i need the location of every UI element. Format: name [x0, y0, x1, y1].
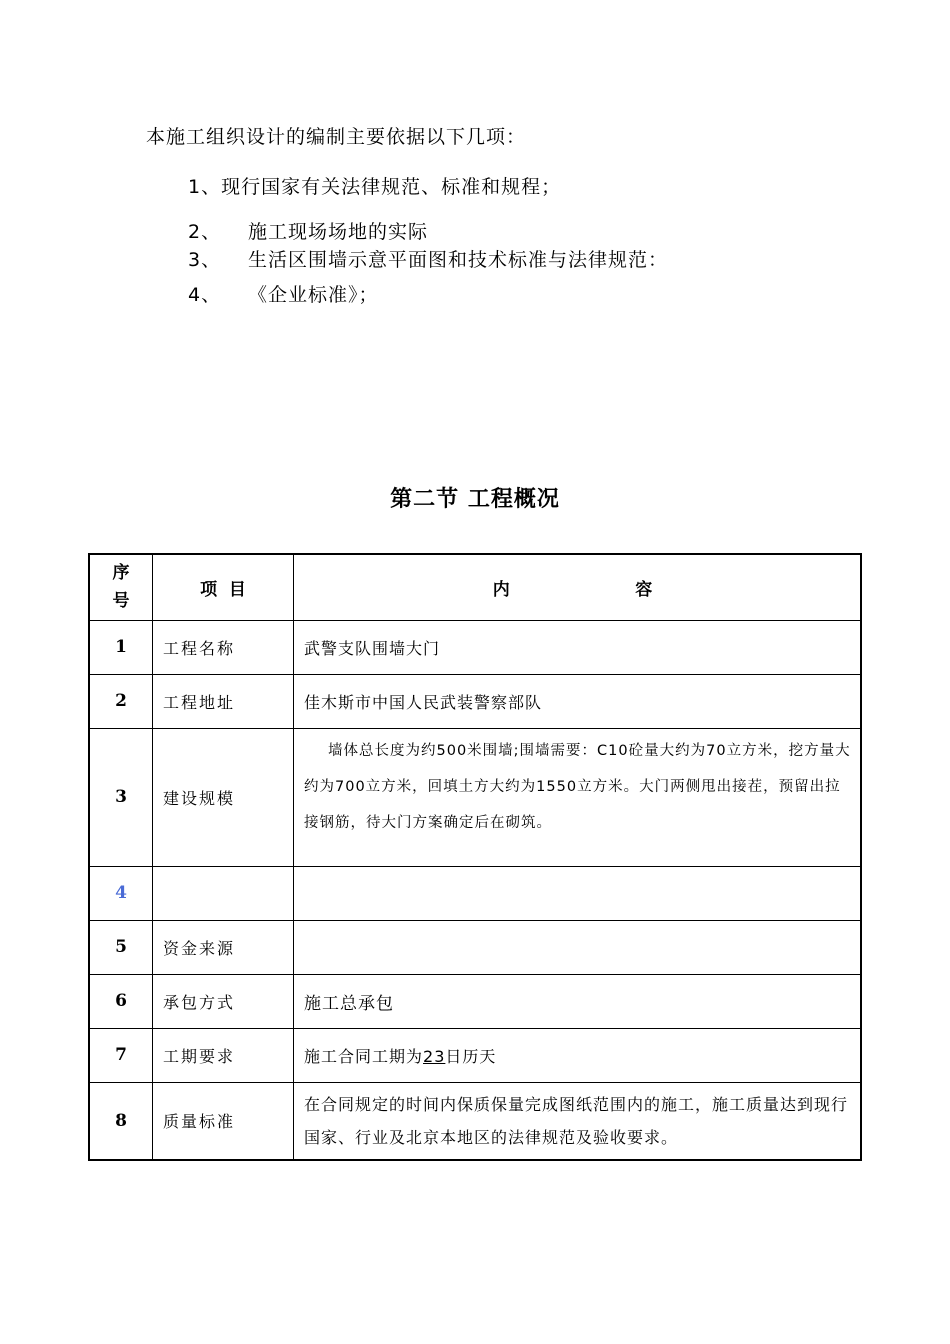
basis-item-2 — [188, 217, 428, 244]
row-item: 资金来源 — [153, 920, 294, 974]
header-item: 项 目 — [153, 554, 294, 620]
row-item: 建设规模 — [153, 728, 294, 866]
row-no: 8 — [89, 1082, 153, 1160]
table-row — [89, 728, 861, 866]
row-content: 佳木斯市中国人民武装警察部队 — [294, 674, 862, 728]
quality-description: 在合同规定的时间内保质保量完成图纸范围内的施工，施工质量达到现行国家、行业及北京本地区的法律规范及验收要求。 — [304, 1094, 849, 1147]
row-item: 工期要求 — [153, 1028, 294, 1082]
header-no: 序号 — [89, 554, 153, 620]
table-row — [89, 866, 861, 920]
row-content — [294, 728, 862, 866]
header-content: 内 容 — [294, 554, 862, 620]
row-no: 2 — [89, 674, 153, 728]
period-days: 23 — [423, 1046, 446, 1066]
row-content — [294, 1028, 862, 1082]
table-row — [89, 674, 861, 728]
row-item — [153, 866, 294, 920]
basis-item-number: 2、 — [188, 221, 222, 243]
basis-item-1 — [188, 172, 561, 199]
period-suffix: 日历天 — [445, 1046, 497, 1066]
table-row — [89, 920, 861, 974]
project-overview-table — [88, 553, 862, 1161]
basis-item-number: 3、 — [188, 249, 222, 271]
scale-description: 墙体总长度为约500米围墙;围墙需要：C10砼量大约为70立方米，挖方量大约为700立方米，回填土方大约为1550立方米。大门两侧甩出接茬，预留出拉接钢筋，待大门方案确定后在砌筑。 — [304, 742, 851, 831]
row-item: 工程地址 — [153, 674, 294, 728]
basis-item-number: 1、 — [188, 176, 222, 198]
period-prefix: 施工合同工期为 — [304, 1046, 424, 1066]
row-no: 7 — [89, 1028, 153, 1082]
basis-item-text: 《企业标准》； — [248, 284, 379, 306]
row-item: 承包方式 — [153, 974, 294, 1028]
intro-text: 本施工组织设计的编制主要依据以下几项： — [146, 126, 527, 148]
basis-item-text: 施工现场场地的实际 — [248, 221, 429, 243]
table-row — [89, 620, 861, 674]
row-content — [294, 866, 862, 920]
row-no: 3 — [89, 728, 153, 866]
row-no: 1 — [89, 620, 153, 674]
basis-item-3 — [188, 245, 668, 272]
row-item: 工程名称 — [153, 620, 294, 674]
row-no: 5 — [89, 920, 153, 974]
row-content — [294, 920, 862, 974]
row-content: 施工总承包 — [294, 974, 862, 1028]
table-row — [89, 1082, 861, 1160]
table-header-row — [89, 554, 861, 620]
table-row — [89, 1028, 861, 1082]
row-no: 6 — [89, 974, 153, 1028]
basis-item-number: 4、 — [188, 284, 222, 306]
section-title: 第二节 工程概况 — [390, 486, 560, 512]
basis-item-text: 现行国家有关法律规范、标准和规程； — [221, 176, 562, 198]
row-no: 4 — [89, 866, 153, 920]
row-content: 武警支队围墙大门 — [294, 620, 862, 674]
basis-item-4 — [188, 280, 379, 307]
row-item: 质量标准 — [153, 1082, 294, 1160]
basis-item-text: 生活区围墙示意平面图和技术标准与法律规范： — [248, 249, 669, 271]
row-content — [294, 1082, 862, 1160]
table-row — [89, 974, 861, 1028]
